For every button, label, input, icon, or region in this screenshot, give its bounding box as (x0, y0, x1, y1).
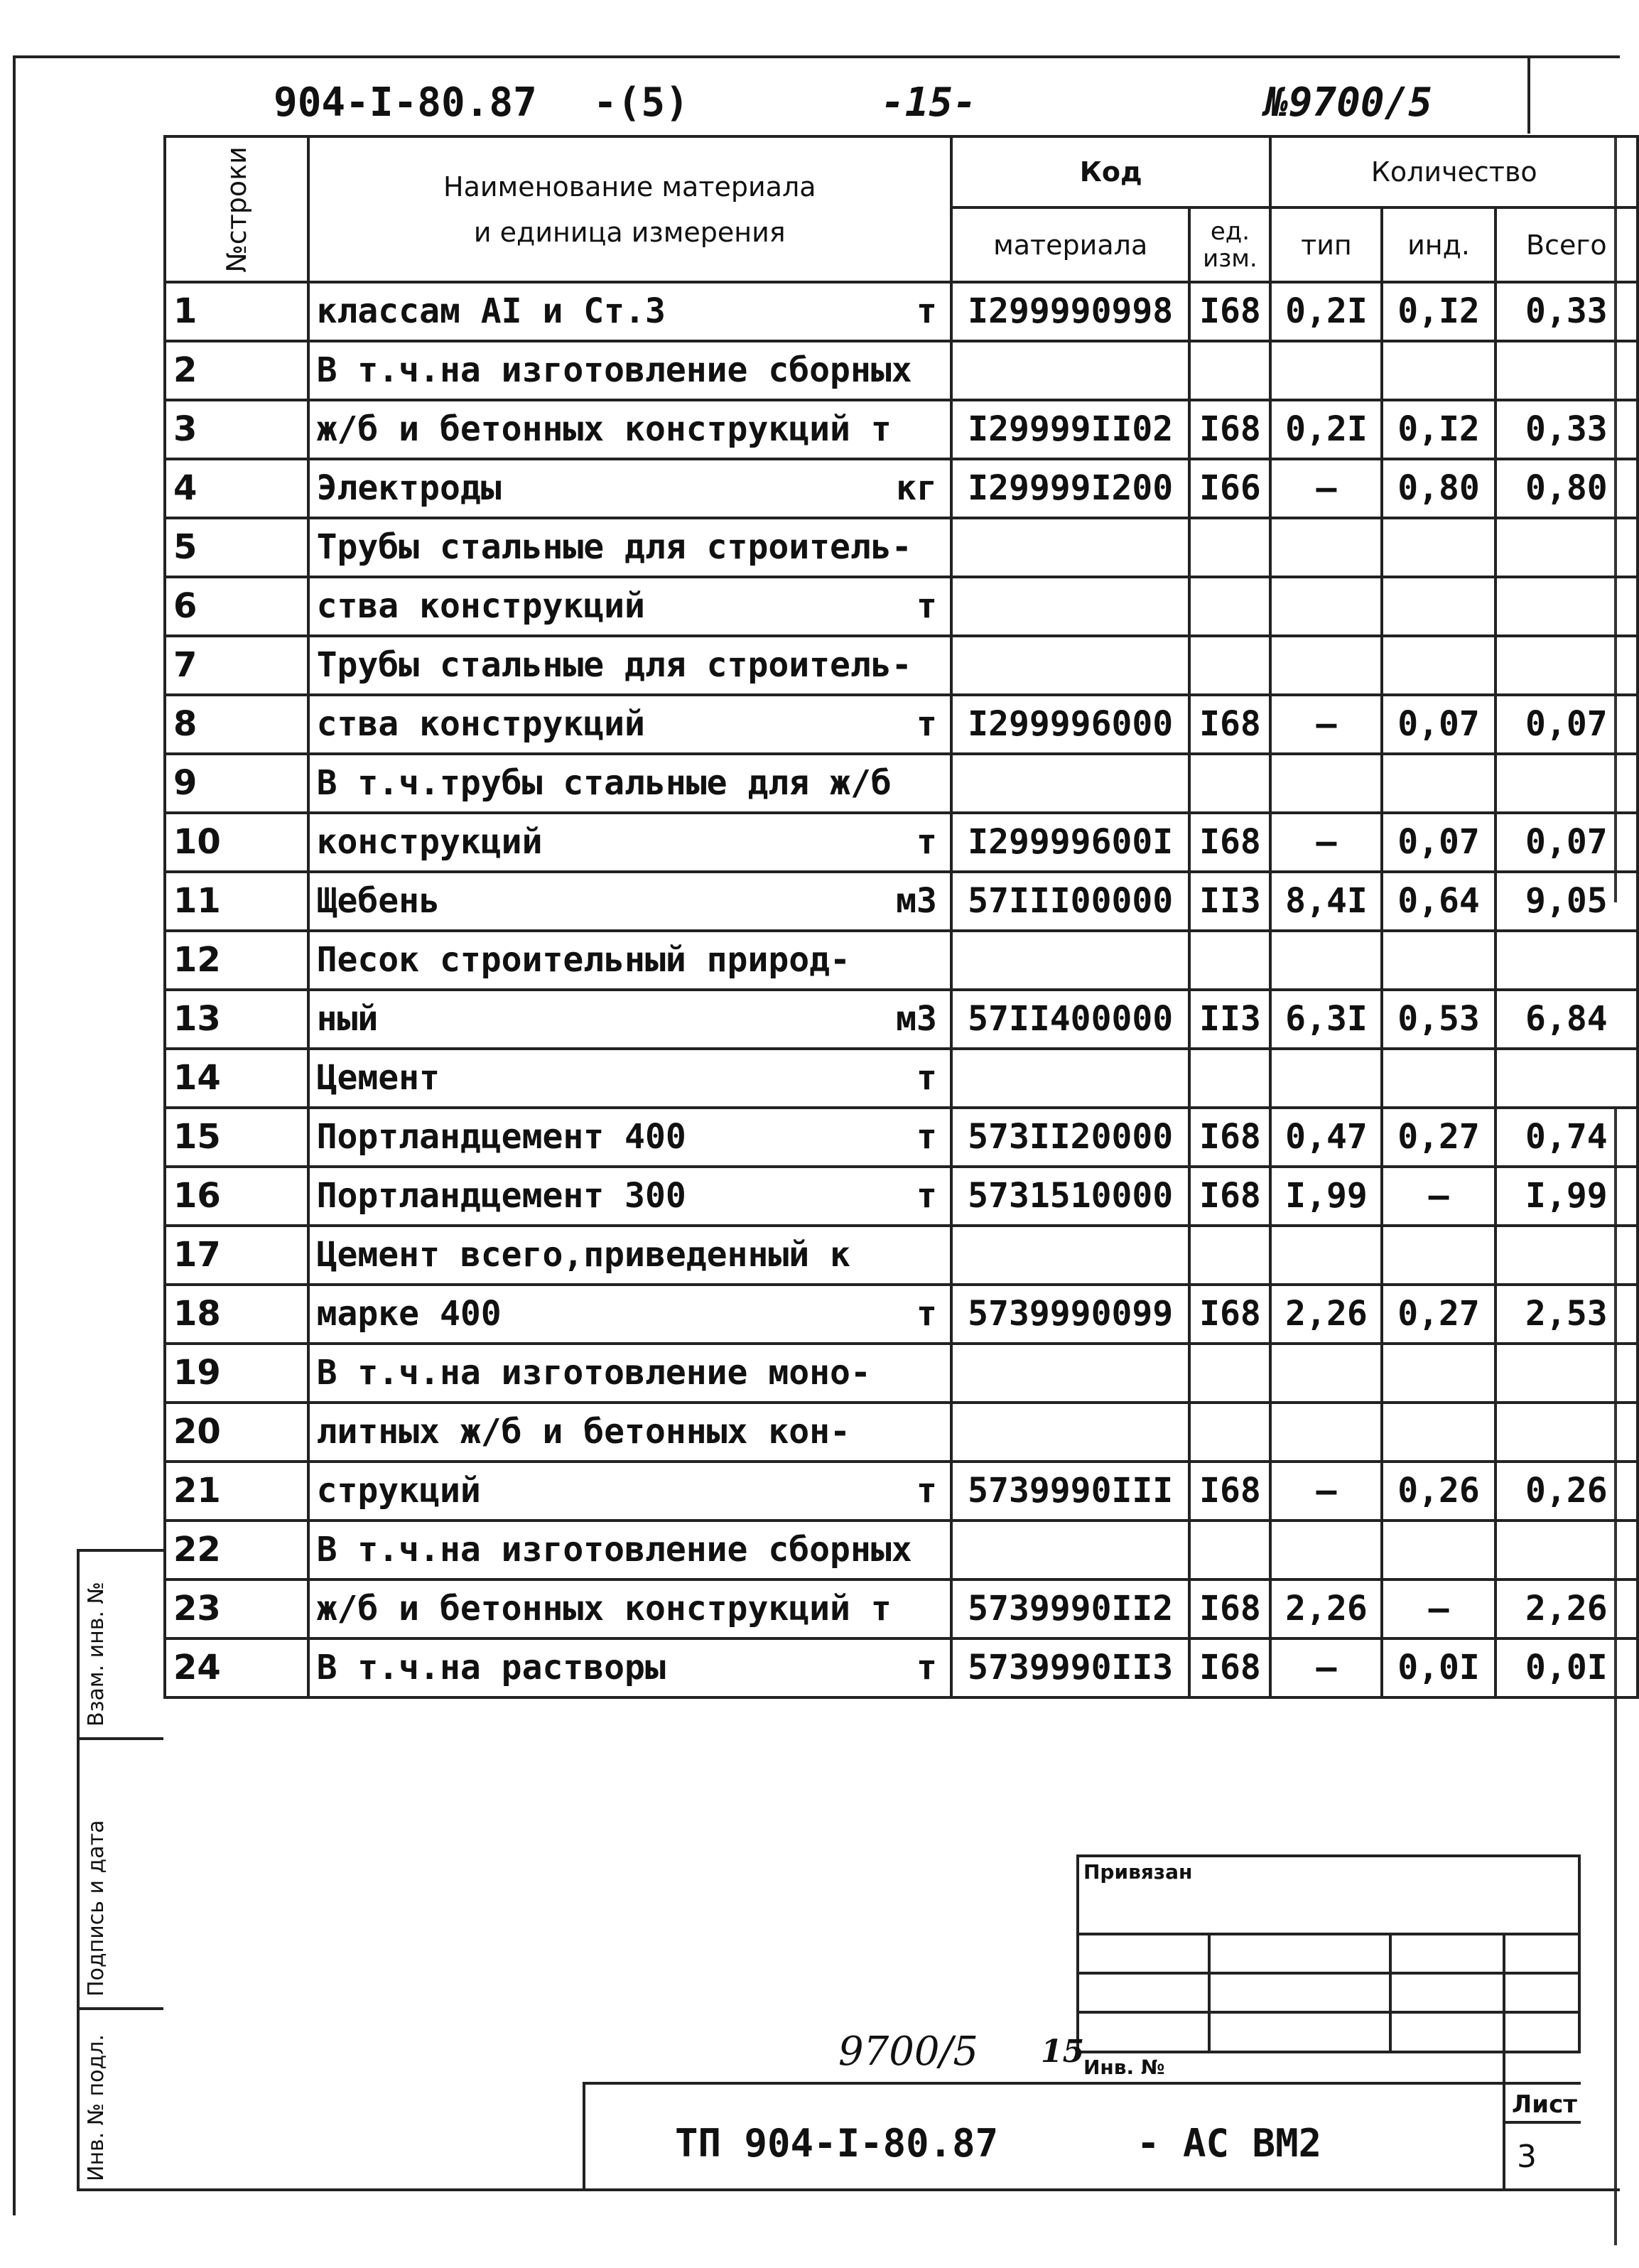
header-material-code: материала (951, 207, 1189, 282)
material-code: 5739990III (951, 1462, 1189, 1521)
unit-code: I68 (1189, 400, 1270, 459)
material-name-cell (308, 1108, 951, 1167)
qty-ind (1382, 931, 1495, 990)
bottom-line (77, 2188, 1620, 2191)
material-code (951, 518, 1189, 577)
material-name-cell (308, 400, 951, 459)
unit-code: I68 (1189, 1638, 1270, 1697)
material-name: Цемент всего,приведенный к (316, 1235, 850, 1275)
qty-total: 6,84 (1495, 990, 1638, 1049)
unit-code (1189, 1521, 1270, 1580)
material-name: ный (316, 999, 379, 1039)
material-name: Цемент (316, 1058, 440, 1098)
row-number: 10 (165, 813, 308, 872)
side-strip-top (77, 1549, 163, 1552)
row-number: 24 (165, 1638, 308, 1697)
qty-total (1495, 931, 1638, 990)
row-number: 11 (165, 872, 308, 931)
row-number: 5 (165, 518, 308, 577)
row-number: 23 (165, 1580, 308, 1638)
row-number: 9 (165, 754, 308, 813)
material-name-cell (308, 1049, 951, 1108)
material-name: ж/б и бетонных конструкций т (316, 1589, 892, 1629)
side-label-podpis: Подпись и дата (84, 1820, 109, 1997)
title-mark: - АС ВМ2 (1137, 2121, 1322, 2166)
qty-ind (1382, 1344, 1495, 1403)
material-name-cell (308, 1521, 951, 1580)
qty-ind: 0,53 (1382, 990, 1495, 1049)
qty-ind: 0,I2 (1382, 282, 1495, 341)
qty-total: 0,74 (1495, 1108, 1638, 1167)
unit-code: II3 (1189, 872, 1270, 931)
qty-typ: – (1270, 1638, 1382, 1697)
material-name: Портландцемент 400 (316, 1117, 686, 1157)
header-name-line2: и единица измерения (473, 216, 786, 248)
table-row (165, 636, 1638, 695)
material-code: 5739990II3 (951, 1638, 1189, 1697)
qty-total (1495, 1403, 1638, 1462)
qty-ind (1382, 1226, 1495, 1285)
qty-total: 0,07 (1495, 695, 1638, 754)
header-total: Всего (1495, 207, 1638, 282)
material-unit: т (916, 1294, 937, 1334)
qty-typ (1270, 518, 1382, 577)
unit-code: I68 (1189, 1285, 1270, 1344)
row-number: 7 (165, 636, 308, 695)
material-name: Портландцемент 300 (316, 1176, 686, 1216)
material-name: ства конструкций (316, 704, 645, 744)
unit-code (1189, 577, 1270, 636)
unit-code: I66 (1189, 459, 1270, 518)
material-code (951, 341, 1189, 400)
unit-code (1189, 754, 1270, 813)
unit-code (1189, 931, 1270, 990)
material-code: 5731510000 (951, 1167, 1189, 1226)
header-typ: тип (1270, 207, 1382, 282)
material-name: Щебень (316, 881, 440, 921)
table-row (165, 341, 1638, 400)
qty-typ: I,99 (1270, 1167, 1382, 1226)
qty-ind: 0,64 (1382, 872, 1495, 931)
row-number: 19 (165, 1344, 308, 1403)
unit-code: I68 (1189, 1580, 1270, 1638)
material-name-cell (308, 813, 951, 872)
qty-total (1495, 1344, 1638, 1403)
table-row (165, 1344, 1638, 1403)
qty-ind (1382, 341, 1495, 400)
table-row (165, 577, 1638, 636)
qty-typ (1270, 577, 1382, 636)
unit-code (1189, 1344, 1270, 1403)
qty-typ: 6,3I (1270, 990, 1382, 1049)
material-name-cell (308, 459, 951, 518)
material-name-cell (308, 695, 951, 754)
qty-ind (1382, 1049, 1495, 1108)
header-name (308, 136, 951, 282)
materials-table (163, 135, 1639, 1699)
title-doc: ТП 904-I-80.87 (675, 2121, 999, 2166)
material-name: В т.ч.на изготовление моно- (316, 1353, 871, 1393)
sheet-number: 3 (1517, 2139, 1537, 2175)
qty-ind (1382, 518, 1495, 577)
table-row (165, 872, 1638, 931)
material-unit: т (916, 1471, 937, 1511)
header-row-number: №строки (165, 136, 308, 282)
stamp-grid-v1 (1208, 1933, 1211, 2053)
header-corner-box (1527, 55, 1614, 134)
qty-ind: – (1382, 1580, 1495, 1638)
material-unit: т (916, 1058, 937, 1098)
material-name: марке 400 (316, 1294, 502, 1334)
row-number: 14 (165, 1049, 308, 1108)
row-number: 1 (165, 282, 308, 341)
header-name-line1: Наименование материала (443, 171, 816, 202)
material-unit: т (916, 291, 937, 331)
side-strip-div1 (77, 1737, 163, 1740)
table-row (165, 1521, 1638, 1580)
material-name-cell (308, 872, 951, 931)
material-name-cell (308, 754, 951, 813)
stamp-grid-v2 (1389, 1933, 1392, 2053)
table-row (165, 1226, 1638, 1285)
qty-typ: 2,26 (1270, 1580, 1382, 1638)
qty-total: 0,26 (1495, 1462, 1638, 1521)
material-name: В т.ч.трубы стальные для ж/б (316, 763, 892, 803)
qty-ind: – (1382, 1167, 1495, 1226)
unit-code: I68 (1189, 1167, 1270, 1226)
material-code (951, 1049, 1189, 1108)
material-code: 5739990099 (951, 1285, 1189, 1344)
qty-typ (1270, 636, 1382, 695)
table-row (165, 1285, 1638, 1344)
side-strip-div2 (77, 2007, 163, 2010)
qty-typ: – (1270, 695, 1382, 754)
header-code: Код (951, 136, 1271, 207)
material-code: I299996000 (951, 695, 1189, 754)
material-name-cell (308, 931, 951, 990)
table-row (165, 695, 1638, 754)
qty-total: 0,07 (1495, 813, 1638, 872)
material-name-cell (308, 1344, 951, 1403)
material-code (951, 577, 1189, 636)
table-row (165, 990, 1638, 1049)
doc-part: -(5) (593, 80, 689, 126)
row-number: 15 (165, 1108, 308, 1167)
qty-typ (1270, 1521, 1382, 1580)
material-name: конструкций (316, 822, 543, 862)
qty-total (1495, 1049, 1638, 1108)
material-name: ства конструкций (316, 586, 645, 626)
row-number: 16 (165, 1167, 308, 1226)
qty-typ (1270, 1403, 1382, 1462)
table-row (165, 1462, 1638, 1521)
qty-total: 0,0I (1495, 1638, 1638, 1697)
row-number: 21 (165, 1462, 308, 1521)
material-code (951, 1226, 1189, 1285)
row-number: 8 (165, 695, 308, 754)
table-row (165, 1403, 1638, 1462)
material-name: струкций (316, 1471, 481, 1511)
material-unit: т (916, 1648, 937, 1688)
qty-ind (1382, 577, 1495, 636)
unit-code: I68 (1189, 1108, 1270, 1167)
header-unit-line2: изм. (1203, 244, 1257, 273)
table-row (165, 1580, 1638, 1638)
page-number: -15- (881, 80, 977, 126)
row-number: 13 (165, 990, 308, 1049)
unit-code (1189, 341, 1270, 400)
material-name-cell (308, 1226, 951, 1285)
qty-typ: – (1270, 1462, 1382, 1521)
unit-code (1189, 1403, 1270, 1462)
table-row (165, 813, 1638, 872)
row-number: 20 (165, 1403, 308, 1462)
header-quantity: Количество (1270, 136, 1638, 207)
qty-typ: 8,4I (1270, 872, 1382, 931)
material-name: В т.ч.на изготовление сборных (316, 350, 912, 390)
qty-typ (1270, 931, 1382, 990)
table-row (165, 754, 1638, 813)
material-name-cell (308, 990, 951, 1049)
material-unit: кг (896, 468, 937, 508)
material-name: Трубы стальные для строитель- (316, 527, 912, 567)
qty-ind: 0,0I (1382, 1638, 1495, 1697)
qty-ind: 0,80 (1382, 459, 1495, 518)
material-name-cell (308, 1580, 951, 1638)
material-name: классам АI и Ст.3 (316, 291, 666, 331)
qty-total (1495, 341, 1638, 400)
material-unit: т (916, 1117, 937, 1157)
qty-typ: 2,26 (1270, 1285, 1382, 1344)
qty-total (1495, 636, 1638, 695)
material-name: Песок строительный природ- (316, 940, 850, 980)
material-unit: т (916, 704, 937, 744)
header-ind: инд. (1382, 207, 1495, 282)
header-unit (1189, 207, 1270, 282)
table-row (165, 282, 1638, 341)
material-code (951, 1403, 1189, 1462)
material-code: I299990998 (951, 282, 1189, 341)
qty-ind (1382, 1521, 1495, 1580)
table-row (165, 400, 1638, 459)
row-number: 22 (165, 1521, 308, 1580)
unit-code: I68 (1189, 282, 1270, 341)
table-row (165, 1167, 1638, 1226)
material-name-cell (308, 1403, 951, 1462)
qty-typ (1270, 754, 1382, 813)
qty-ind: 0,07 (1382, 813, 1495, 872)
handwritten-number: 9700/5 (838, 2029, 979, 2075)
row-number: 4 (165, 459, 308, 518)
table-row (165, 1108, 1638, 1167)
qty-typ (1270, 1049, 1382, 1108)
table-row (165, 1049, 1638, 1108)
doc-code: 904-I-80.87 (274, 80, 537, 126)
table-row (165, 518, 1638, 577)
row-number: 18 (165, 1285, 308, 1344)
material-unit: т (916, 586, 937, 626)
qty-typ: – (1270, 813, 1382, 872)
unit-code: I68 (1189, 813, 1270, 872)
material-code: I29999600I (951, 813, 1189, 872)
archive-number: №9700/5 (1265, 80, 1433, 126)
qty-ind: 0,27 (1382, 1108, 1495, 1167)
sheet-divider (1503, 2121, 1581, 2124)
unit-code (1189, 636, 1270, 695)
material-code: I29999II02 (951, 400, 1189, 459)
unit-code: I68 (1189, 1462, 1270, 1521)
side-label-vzam: Взам. инв. № (84, 1582, 109, 1727)
qty-total: 0,80 (1495, 459, 1638, 518)
material-unit: м3 (896, 999, 937, 1039)
material-name: литных ж/б и бетонных кон- (316, 1412, 850, 1452)
qty-typ (1270, 341, 1382, 400)
qty-typ: 0,47 (1270, 1108, 1382, 1167)
inv-no-label: Инв. № (1083, 2056, 1165, 2079)
unit-code: I68 (1189, 695, 1270, 754)
qty-total: 0,33 (1495, 282, 1638, 341)
side-strip-line (77, 1549, 80, 2188)
material-code (951, 931, 1189, 990)
qty-ind: 0,07 (1382, 695, 1495, 754)
handwritten-page: 15 (1041, 2034, 1085, 2070)
material-code (951, 1344, 1189, 1403)
material-code: 573II20000 (951, 1108, 1189, 1167)
material-name-cell (308, 518, 951, 577)
qty-total: 0,33 (1495, 400, 1638, 459)
qty-ind: 0,I2 (1382, 400, 1495, 459)
privyazan-label: Привязан (1083, 1860, 1193, 1884)
qty-typ: 0,2I (1270, 400, 1382, 459)
qty-ind: 0,27 (1382, 1285, 1495, 1344)
qty-typ: 0,2I (1270, 282, 1382, 341)
material-code (951, 754, 1189, 813)
material-name-cell (308, 282, 951, 341)
side-label-inv-podl: Инв. № подл. (84, 2034, 109, 2181)
material-name: Трубы стальные для строитель- (316, 645, 912, 685)
unit-code: II3 (1189, 990, 1270, 1049)
material-code: 57II400000 (951, 990, 1189, 1049)
table-row (165, 459, 1638, 518)
row-number: 3 (165, 400, 308, 459)
material-name: В т.ч.на растворы (316, 1648, 666, 1688)
material-name-cell (308, 1462, 951, 1521)
material-name: Электроды (316, 468, 502, 508)
material-code (951, 1521, 1189, 1580)
table-row (165, 1638, 1638, 1697)
unit-code (1189, 1049, 1270, 1108)
unit-code (1189, 1226, 1270, 1285)
material-code: 5739990II2 (951, 1580, 1189, 1638)
qty-ind (1382, 636, 1495, 695)
material-name: ж/б и бетонных конструкций т (316, 409, 892, 449)
row-number: 6 (165, 577, 308, 636)
table-row (165, 931, 1638, 990)
qty-total: 9,05 (1495, 872, 1638, 931)
material-name-cell (308, 1167, 951, 1226)
material-code: I29999I200 (951, 459, 1189, 518)
row-number: 2 (165, 341, 308, 400)
qty-typ (1270, 1344, 1382, 1403)
sheet-label: Лист (1512, 2090, 1577, 2119)
material-name: В т.ч.на изготовление сборных (316, 1530, 912, 1570)
qty-total: 2,26 (1495, 1580, 1638, 1638)
qty-total (1495, 754, 1638, 813)
material-unit: т (916, 822, 937, 862)
qty-ind (1382, 754, 1495, 813)
material-unit: м3 (896, 881, 937, 921)
qty-total: I,99 (1495, 1167, 1638, 1226)
qty-total (1495, 518, 1638, 577)
material-code: 57III00000 (951, 872, 1189, 931)
material-name-cell (308, 636, 951, 695)
qty-ind (1382, 1403, 1495, 1462)
qty-ind: 0,26 (1382, 1462, 1495, 1521)
qty-total (1495, 577, 1638, 636)
qty-typ (1270, 1226, 1382, 1285)
row-number: 12 (165, 931, 308, 990)
material-name-cell (308, 341, 951, 400)
material-name-cell (308, 577, 951, 636)
qty-typ: – (1270, 459, 1382, 518)
row-number: 17 (165, 1226, 308, 1285)
unit-code (1189, 518, 1270, 577)
material-name-cell (308, 1285, 951, 1344)
qty-total (1495, 1226, 1638, 1285)
material-unit: т (916, 1176, 937, 1216)
qty-total: 2,53 (1495, 1285, 1638, 1344)
header-unit-line1: ед. (1210, 217, 1250, 246)
material-code (951, 636, 1189, 695)
qty-total (1495, 1521, 1638, 1580)
material-name-cell (308, 1638, 951, 1697)
